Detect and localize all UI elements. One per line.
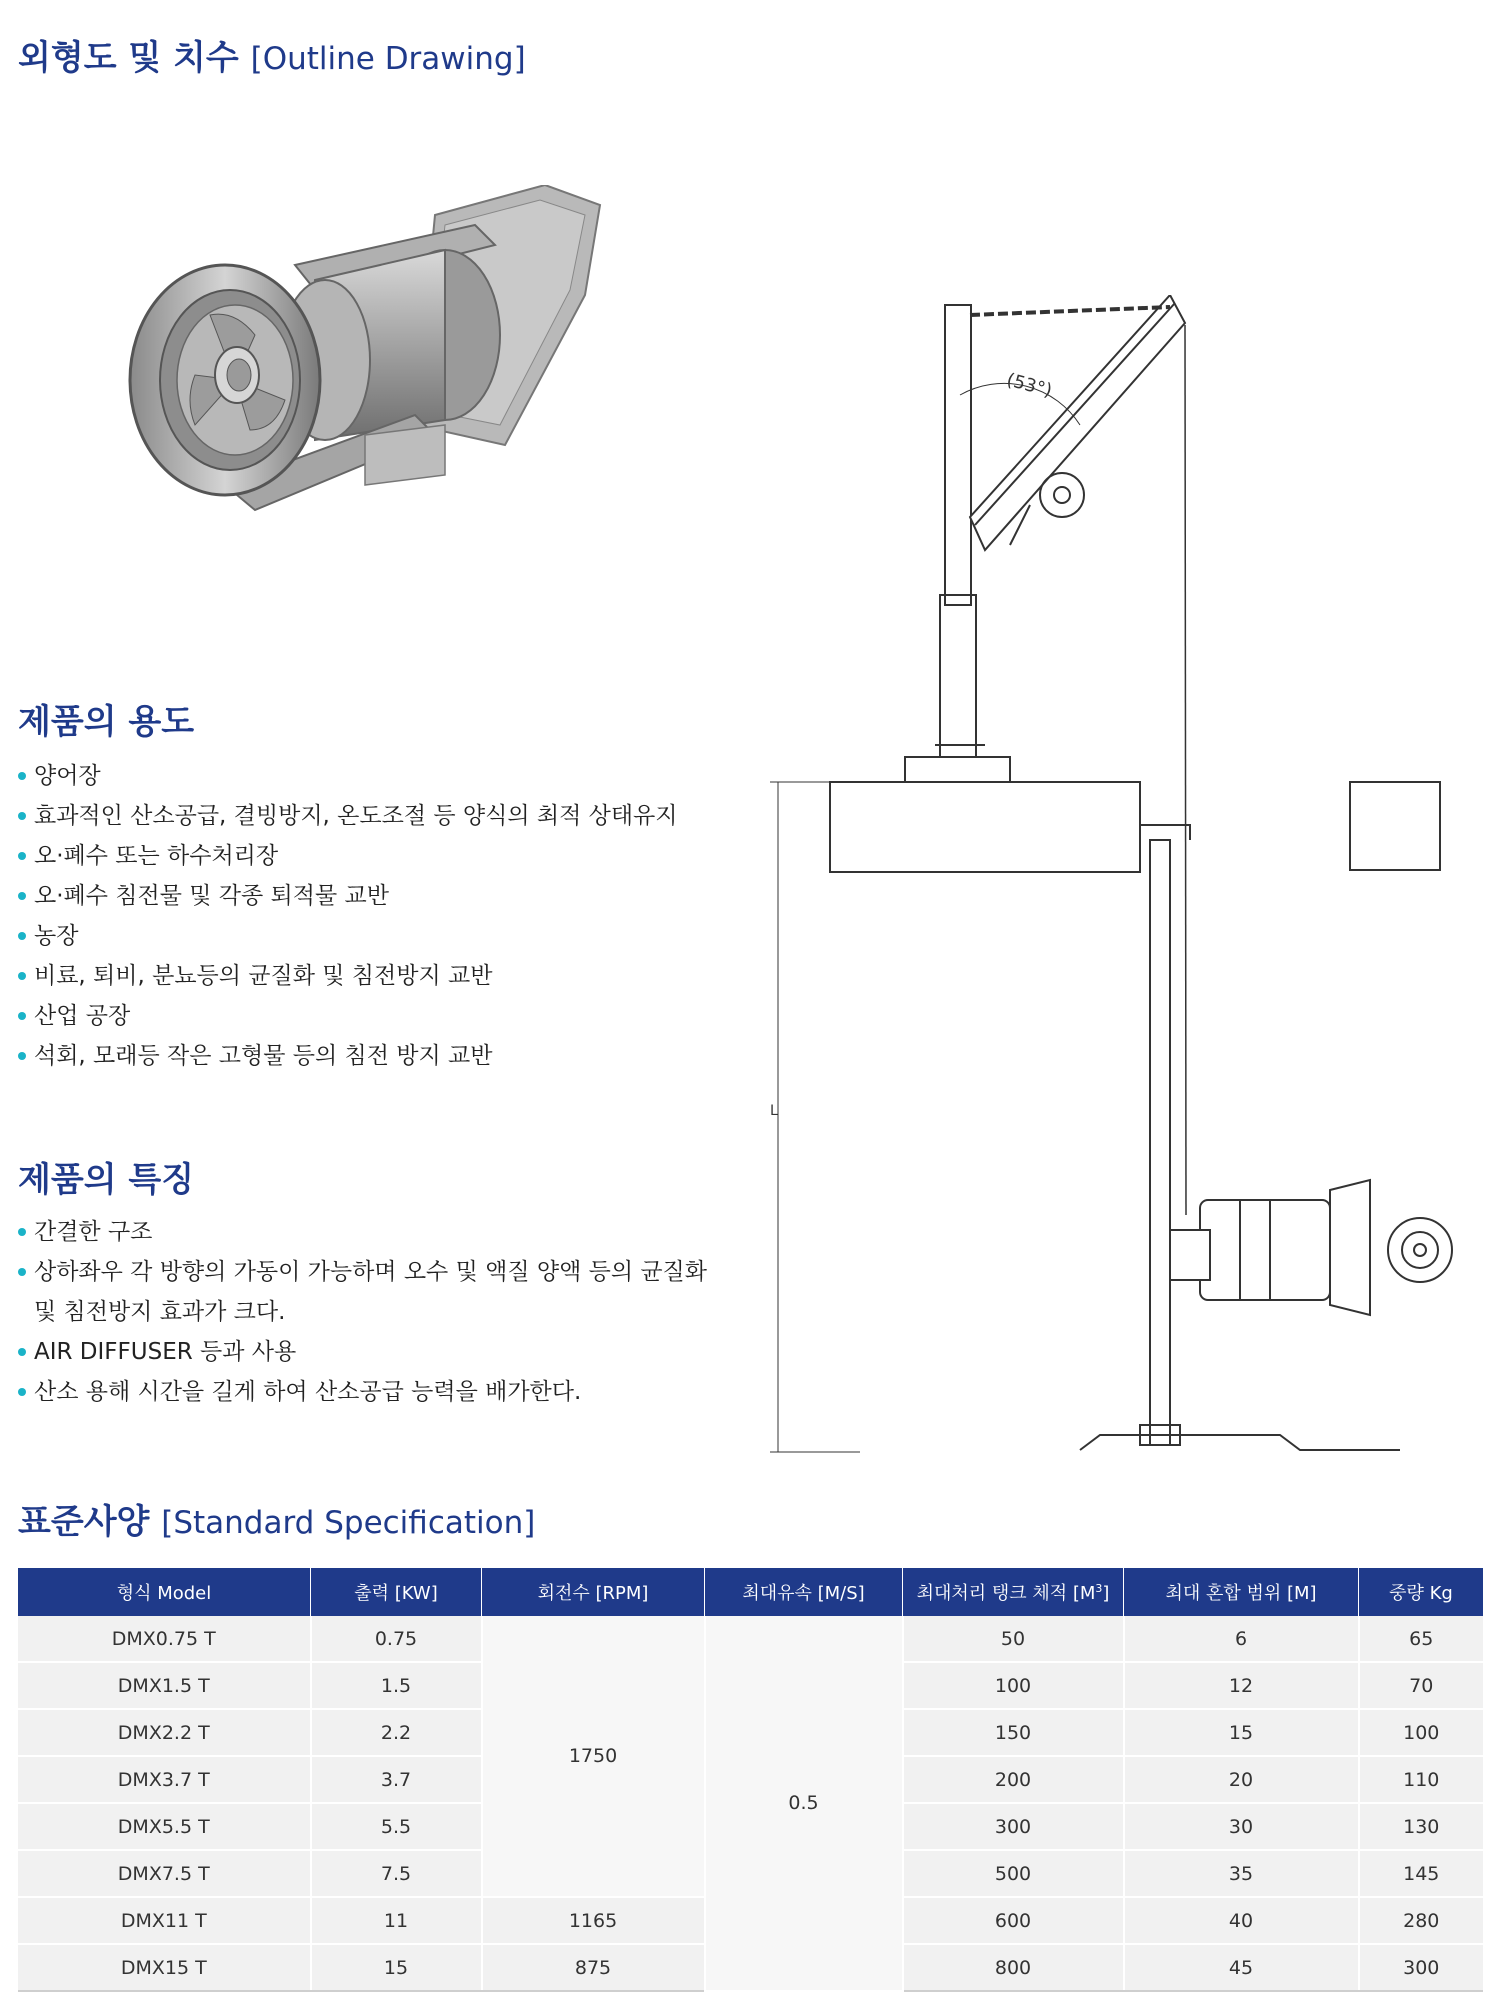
cell-weight: 70 [1359,1662,1484,1709]
cell-weight: 110 [1359,1756,1484,1803]
features-title-text: 제품의 특징 [18,1160,195,1200]
header-weight: 중량 Kg [1359,1568,1484,1616]
dimension-label: L [770,1103,778,1119]
cell-kw: 1.5 [311,1662,482,1709]
product-photo [115,185,615,575]
cell-volume: 150 [903,1709,1124,1756]
cell-range: 35 [1124,1850,1359,1897]
cell-range: 45 [1124,1944,1359,1991]
cell-kw: 15 [311,1944,482,1991]
cell-kw: 2.2 [311,1709,482,1756]
cell-range: 40 [1124,1897,1359,1944]
cell-volume: 300 [903,1803,1124,1850]
cell-model: DMX1.5 T [18,1662,311,1709]
cell-kw: 11 [311,1897,482,1944]
usage-list [18,756,677,1076]
cell-weight: 145 [1359,1850,1484,1897]
features-section-title [18,1152,194,1201]
cell-max-speed: 0.5 [705,1616,903,1991]
cell-model: DMX15 T [18,1944,311,1991]
cell-model: DMX11 T [18,1897,311,1944]
usage-item: 농장 [18,916,677,956]
usage-item: 산업 공장 [18,996,677,1036]
spec-table [18,1568,1483,1992]
cell-volume: 800 [903,1944,1124,1991]
usage-section-title [18,694,194,743]
cell-kw: 5.5 [311,1803,482,1850]
spec-title-text: 표준사양 [18,1502,150,1542]
table-row [18,1616,1483,1662]
feature-item: 간결한 구조 [18,1212,734,1252]
cell-range: 15 [1124,1709,1359,1756]
header-model: 형식 Model [18,1568,311,1616]
cell-rpm: 1750 [482,1616,705,1897]
spec-section-title [18,1494,535,1543]
cell-weight: 100 [1359,1709,1484,1756]
cell-kw: 7.5 [311,1850,482,1897]
spec-table-header-row [18,1568,1483,1616]
cell-model: DMX7.5 T [18,1850,311,1897]
cell-weight: 300 [1359,1944,1484,1991]
features-list [18,1212,734,1412]
cell-volume: 50 [903,1616,1124,1662]
header-volume-sup: 3 [1095,1582,1103,1595]
usage-item: 양어장 [18,756,677,796]
spec-subtitle: [Standard Specification] [161,1505,536,1541]
header-max-speed: 최대유속 [M/S] [705,1568,903,1616]
cell-volume: 200 [903,1756,1124,1803]
usage-title-text: 제품의 용도 [18,702,195,742]
usage-item: 석회, 모래등 작은 고형물 등의 침전 방지 교반 [18,1036,677,1076]
feature-item: 상하좌우 각 방향의 가동이 가능하며 오수 및 액질 양액 등의 균질화 및 침전방지 효과가 크다. [18,1252,734,1332]
cell-volume: 500 [903,1850,1124,1897]
cell-volume: 100 [903,1662,1124,1709]
header-range: 최대 혼합 범위 [M] [1124,1568,1359,1616]
cell-model: DMX5.5 T [18,1803,311,1850]
cell-model: DMX2.2 T [18,1709,311,1756]
cell-kw: 0.75 [311,1616,482,1662]
header-kw: 출력 [KW] [311,1568,482,1616]
cell-range: 30 [1124,1803,1359,1850]
usage-item: 오·폐수 또는 하수처리장 [18,836,677,876]
angle-label: (53°) [1004,369,1055,402]
header-volume-text: 최대처리 탱크 체적 [M [916,1583,1096,1604]
feature-item: AIR DIFFUSER 등과 사용 [18,1332,734,1372]
cell-weight: 130 [1359,1803,1484,1850]
cell-weight: 280 [1359,1897,1484,1944]
cell-model: DMX0.75 T [18,1616,311,1662]
cell-weight: 65 [1359,1616,1484,1662]
usage-item: 효과적인 산소공급, 결빙방지, 온도조절 등 양식의 최적 상태유지 [18,796,677,836]
cell-range: 6 [1124,1616,1359,1662]
cell-range: 12 [1124,1662,1359,1709]
cell-model: DMX3.7 T [18,1756,311,1803]
cell-volume: 600 [903,1897,1124,1944]
cell-range: 20 [1124,1756,1359,1803]
header-volume-close: ] [1102,1583,1110,1604]
outline-section-title [18,30,526,79]
cell-kw: 3.7 [311,1756,482,1803]
cell-rpm: 875 [482,1944,705,1991]
feature-item: 산소 용해 시간을 길게 하여 산소공급 능력을 배가한다. [18,1372,734,1412]
usage-item: 오·폐수 침전물 및 각종 퇴적물 교반 [18,876,677,916]
outline-title-text: 외형도 및 치수 [18,38,239,78]
outline-subtitle: [Outline Drawing] [250,41,526,77]
header-rpm: 회전수 [RPM] [482,1568,705,1616]
outline-drawing [770,295,1480,1475]
header-volume [903,1568,1124,1616]
usage-item: 비료, 퇴비, 분뇨등의 균질화 및 침전방지 교반 [18,956,677,996]
cell-rpm: 1165 [482,1897,705,1944]
